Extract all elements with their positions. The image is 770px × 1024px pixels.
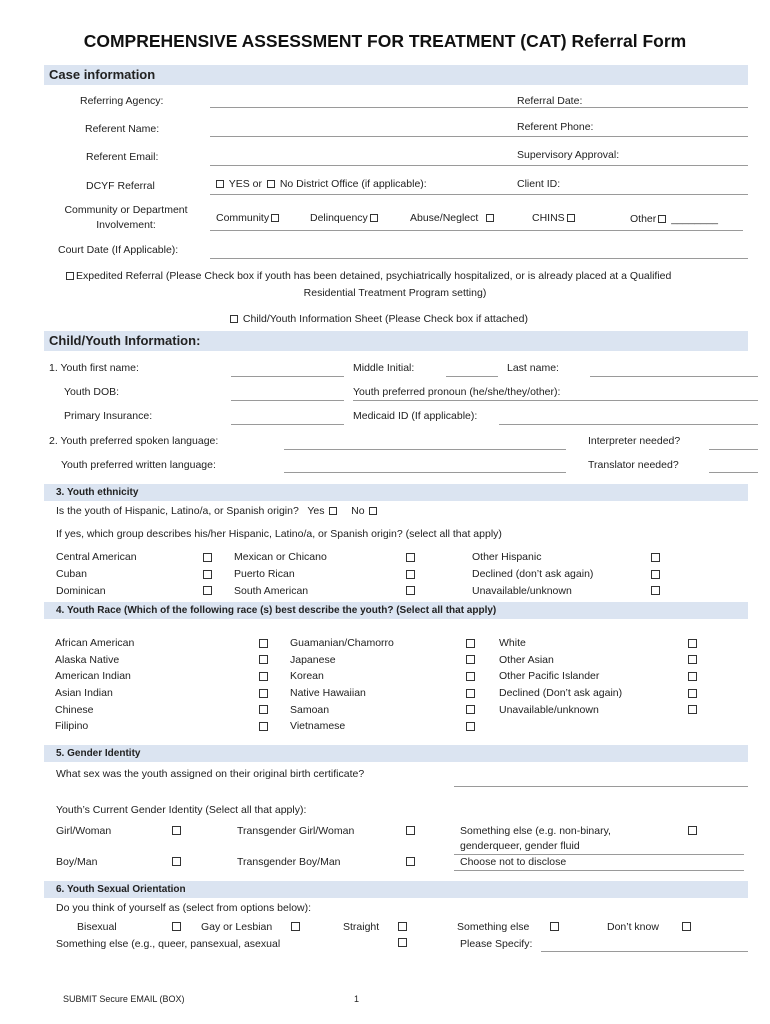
ethnicity-checkbox[interactable] [406, 586, 415, 595]
ethnicity-checkbox[interactable] [203, 553, 212, 562]
race-option: Asian Indian [55, 687, 113, 699]
orientation-heading: 6. Youth Sexual Orientation [44, 881, 748, 898]
race-option: Korean [290, 670, 324, 682]
please-specify-label: Please Specify: [460, 938, 533, 950]
girl-woman-label: Girl/Woman [56, 825, 112, 837]
first-name-label: 1. Youth first name: [49, 362, 139, 374]
race-checkbox[interactable] [259, 655, 268, 664]
dob-label: Youth DOB: [64, 386, 120, 398]
abuse-neglect-label: Abuse/Neglect [410, 212, 479, 224]
spoken-language-label: 2. Youth preferred spoken language: [49, 435, 219, 447]
dob-field[interactable] [231, 400, 344, 401]
pronoun-field[interactable] [353, 400, 758, 401]
dcyf-no-district-label: No District Office (if applicable): [279, 178, 427, 190]
race-option: Alaska Native [55, 654, 120, 666]
current-gender-label: Youth’s Current Gender Identity (Select all that apply): [56, 804, 307, 816]
district-office-field[interactable] [210, 194, 748, 195]
ethnicity-option: Mexican or Chicano [234, 551, 327, 563]
race-option: Japanese [290, 654, 336, 666]
birth-sex-question: What sex was the youth assigned on their original birth certificate? [56, 768, 365, 780]
community-involvement-label-1: Community or Department [64, 204, 188, 216]
referent-email-label: Referent Email: [86, 151, 159, 163]
info-sheet-label: Child/Youth Information Sheet (Please Check box if attached) [242, 313, 528, 325]
community-checkbox[interactable] [271, 214, 279, 222]
ethnicity-checkbox[interactable] [651, 553, 660, 562]
bisexual-checkbox[interactable] [172, 922, 181, 931]
ethnicity-checkbox[interactable] [651, 570, 660, 579]
race-checkbox[interactable] [688, 672, 697, 681]
middle-initial-field[interactable] [446, 376, 498, 377]
community-involvement-field [210, 230, 743, 231]
trans-boy-label: Transgender Boy/Man [237, 856, 341, 868]
referent-email-field[interactable] [210, 165, 748, 166]
delinquency-checkbox[interactable] [370, 214, 378, 222]
straight-checkbox[interactable] [398, 922, 407, 931]
insurance-field[interactable] [231, 424, 344, 425]
race-option: Filipino [55, 720, 89, 732]
expedited-referral-text-1: Expedited Referral (Please Check box if youth has been detained, psychiatrically hospitalized, or is already placed at a Qualified [76, 270, 672, 282]
interpreter-label: Interpreter needed? [588, 435, 681, 447]
ethnicity-checkbox[interactable] [406, 553, 415, 562]
race-checkbox[interactable] [466, 689, 475, 698]
orientation-question: Do you think of yourself as (select from options below): [56, 902, 312, 914]
gay-lesbian-label: Gay or Lesbian [201, 921, 273, 933]
supervisory-approval-label: Supervisory Approval: [517, 149, 620, 161]
dcyf-no-checkbox[interactable] [267, 180, 275, 188]
race-option: Chinese [55, 704, 94, 716]
trans-boy-checkbox[interactable] [406, 857, 415, 866]
race-option: Vietnamese [290, 720, 346, 732]
case-info-heading: Case information [44, 65, 748, 85]
race-option: Declined (Don’t ask again) [499, 687, 623, 699]
hispanic-question [56, 505, 379, 517]
something-else-orientation-label: Something else [457, 921, 530, 933]
translator-field[interactable] [709, 472, 758, 473]
something-else-gender-field[interactable] [454, 854, 744, 855]
referent-name-field[interactable] [210, 136, 748, 137]
middle-initial-label: Middle Initial: [353, 362, 415, 374]
not-disclose-label: Choose not to disclose [460, 856, 567, 868]
chins-checkbox[interactable] [567, 214, 575, 222]
race-checkbox[interactable] [688, 655, 697, 664]
other-blank[interactable]: ________ [671, 213, 718, 225]
ethnicity-checkbox[interactable] [203, 586, 212, 595]
boy-man-label: Boy/Man [56, 856, 98, 868]
girl-woman-checkbox[interactable] [172, 826, 181, 835]
race-option: Other Pacific Islander [499, 670, 600, 682]
translator-label: Translator needed? [588, 459, 679, 471]
race-option: Native Hawaiian [290, 687, 366, 699]
please-specify-field[interactable] [541, 951, 748, 952]
insurance-label: Primary Insurance: [64, 410, 153, 422]
dcyf-yes-checkbox[interactable] [216, 180, 224, 188]
ethnicity-option: Unavailable/unknown [472, 585, 572, 597]
hispanic-followup: If yes, which group describes his/her Hispanic, Latino/a, or Spanish origin? (select all that apply) [56, 528, 502, 540]
something-else-orientation-checkbox[interactable] [550, 922, 559, 931]
race-heading: 4. Youth Race (Which of the following race (s) best describe the youth? (Select all that apply) [44, 602, 748, 619]
race-checkbox[interactable] [688, 639, 697, 648]
written-language-label: Youth preferred written language: [61, 459, 216, 471]
bisexual-label: Bisexual [77, 921, 117, 933]
race-option: Guamanian/Chamorro [290, 637, 394, 649]
ethnicity-option: Puerto Rican [234, 568, 295, 580]
dont-know-label: Don’t know [607, 921, 659, 933]
race-checkbox[interactable] [466, 705, 475, 714]
referring-agency-field[interactable] [210, 107, 748, 108]
race-checkbox[interactable] [259, 639, 268, 648]
race-checkbox[interactable] [466, 672, 475, 681]
referent-name-label: Referent Name: [85, 123, 160, 135]
footer-submit-note: SUBMIT Secure EMAIL (BOX) [63, 994, 185, 1004]
gender-heading: 5. Gender Identity [44, 745, 748, 762]
straight-label: Straight [343, 921, 380, 933]
race-checkbox[interactable] [466, 722, 475, 731]
ethnicity-option: South American [234, 585, 309, 597]
race-checkbox[interactable] [688, 705, 697, 714]
written-language-field[interactable] [284, 472, 566, 473]
something-else-gender-label-2: genderqueer, gender fluid [460, 840, 580, 852]
referral-date-label: Referral Date: [517, 95, 583, 107]
boy-man-checkbox[interactable] [172, 857, 181, 866]
ethnicity-option: Central American [56, 551, 137, 563]
info-sheet-option [230, 313, 528, 325]
chins-option [532, 212, 577, 224]
something-else-examples-label: Something else (e.g., queer, pansexual, asexual [56, 938, 281, 950]
dont-know-checkbox[interactable] [682, 922, 691, 931]
ethnicity-option: Cuban [56, 568, 87, 580]
community-option [216, 212, 281, 224]
pronoun-label: Youth preferred pronoun (he/she/they/other): [353, 386, 561, 398]
something-else-gender-checkbox[interactable] [688, 826, 697, 835]
community-label: Community [216, 212, 270, 224]
hispanic-no-checkbox[interactable] [369, 507, 377, 515]
race-checkbox[interactable] [259, 689, 268, 698]
delinquency-option [310, 212, 380, 224]
race-checkbox[interactable] [466, 639, 475, 648]
ethnicity-heading: 3. Youth ethnicity [44, 484, 748, 501]
page-number: 1 [354, 994, 360, 1004]
last-name-field[interactable] [590, 376, 758, 377]
ethnicity-option: Declined (don’t ask again) [472, 568, 594, 580]
expedited-referral-checkbox[interactable] [66, 272, 74, 280]
ethnicity-checkbox[interactable] [406, 570, 415, 579]
gay-lesbian-checkbox[interactable] [291, 922, 300, 931]
abuse-neglect-checkbox[interactable] [486, 214, 494, 222]
interpreter-field[interactable] [709, 449, 758, 450]
other-checkbox[interactable] [658, 215, 666, 223]
info-sheet-checkbox[interactable] [230, 315, 238, 323]
dcyf-referral-label: DCYF Referral [86, 180, 155, 192]
race-option: Other Asian [499, 654, 554, 666]
expedited-referral-text-2: Residential Treatment Program setting) [303, 287, 487, 299]
ethnicity-checkbox[interactable] [203, 570, 212, 579]
last-name-label: Last name: [507, 362, 559, 374]
ethnicity-checkbox[interactable] [651, 586, 660, 595]
medicaid-label: Medicaid ID (If applicable): [353, 410, 478, 422]
race-checkbox[interactable] [466, 655, 475, 664]
hispanic-yes-checkbox[interactable] [329, 507, 337, 515]
youth-info-heading: Child/Youth Information: [44, 331, 748, 351]
race-option: African American [55, 637, 135, 649]
expedited-referral [66, 270, 671, 282]
client-id-label: Client ID: [517, 178, 561, 190]
dcyf-yes-label: YES or [228, 178, 262, 190]
hispanic-yes-label: Yes [307, 505, 325, 517]
form-title: COMPREHENSIVE ASSESSMENT FOR TREATMENT (CAT) Referral Form [83, 31, 687, 51]
trans-girl-label: Transgender Girl/Woman [237, 825, 355, 837]
referring-agency-label: Referring Agency: [80, 95, 164, 107]
something-else-gender-label-1: Something else (e.g. non-binary, [460, 825, 611, 837]
race-option: Samoan [290, 704, 330, 716]
delinquency-label: Delinquency [310, 212, 368, 224]
race-checkbox[interactable] [259, 705, 268, 714]
ethnicity-option: Dominican [56, 585, 106, 597]
race-option: White [499, 637, 526, 649]
hispanic-question-label: Is the youth of Hispanic, Latino/a, or Spanish origin? [56, 505, 299, 517]
ethnicity-option: Other Hispanic [472, 551, 542, 563]
race-option: Unavailable/unknown [499, 704, 599, 716]
gender-divider [454, 870, 744, 871]
community-involvement-label-2: Involvement: [96, 219, 156, 231]
birth-sex-field[interactable] [454, 786, 748, 787]
chins-label: CHINS [532, 212, 565, 224]
first-name-field[interactable] [231, 376, 344, 377]
hispanic-no-label: No [351, 505, 365, 517]
trans-girl-checkbox[interactable] [406, 826, 415, 835]
other-label: Other [630, 213, 657, 225]
race-checkbox[interactable] [259, 722, 268, 731]
abuse-neglect-option [410, 212, 496, 224]
referent-phone-label: Referent Phone: [517, 121, 594, 133]
race-checkbox[interactable] [688, 689, 697, 698]
race-option: American Indian [55, 670, 131, 682]
spoken-language-field[interactable] [284, 449, 566, 450]
something-else-examples-checkbox[interactable] [398, 938, 407, 947]
court-date-field[interactable] [210, 258, 748, 259]
race-checkbox[interactable] [259, 672, 268, 681]
dcyf-referral-options [214, 178, 427, 190]
medicaid-field[interactable] [499, 424, 758, 425]
other-option [630, 213, 718, 225]
court-date-label: Court Date (If Applicable): [58, 244, 179, 256]
